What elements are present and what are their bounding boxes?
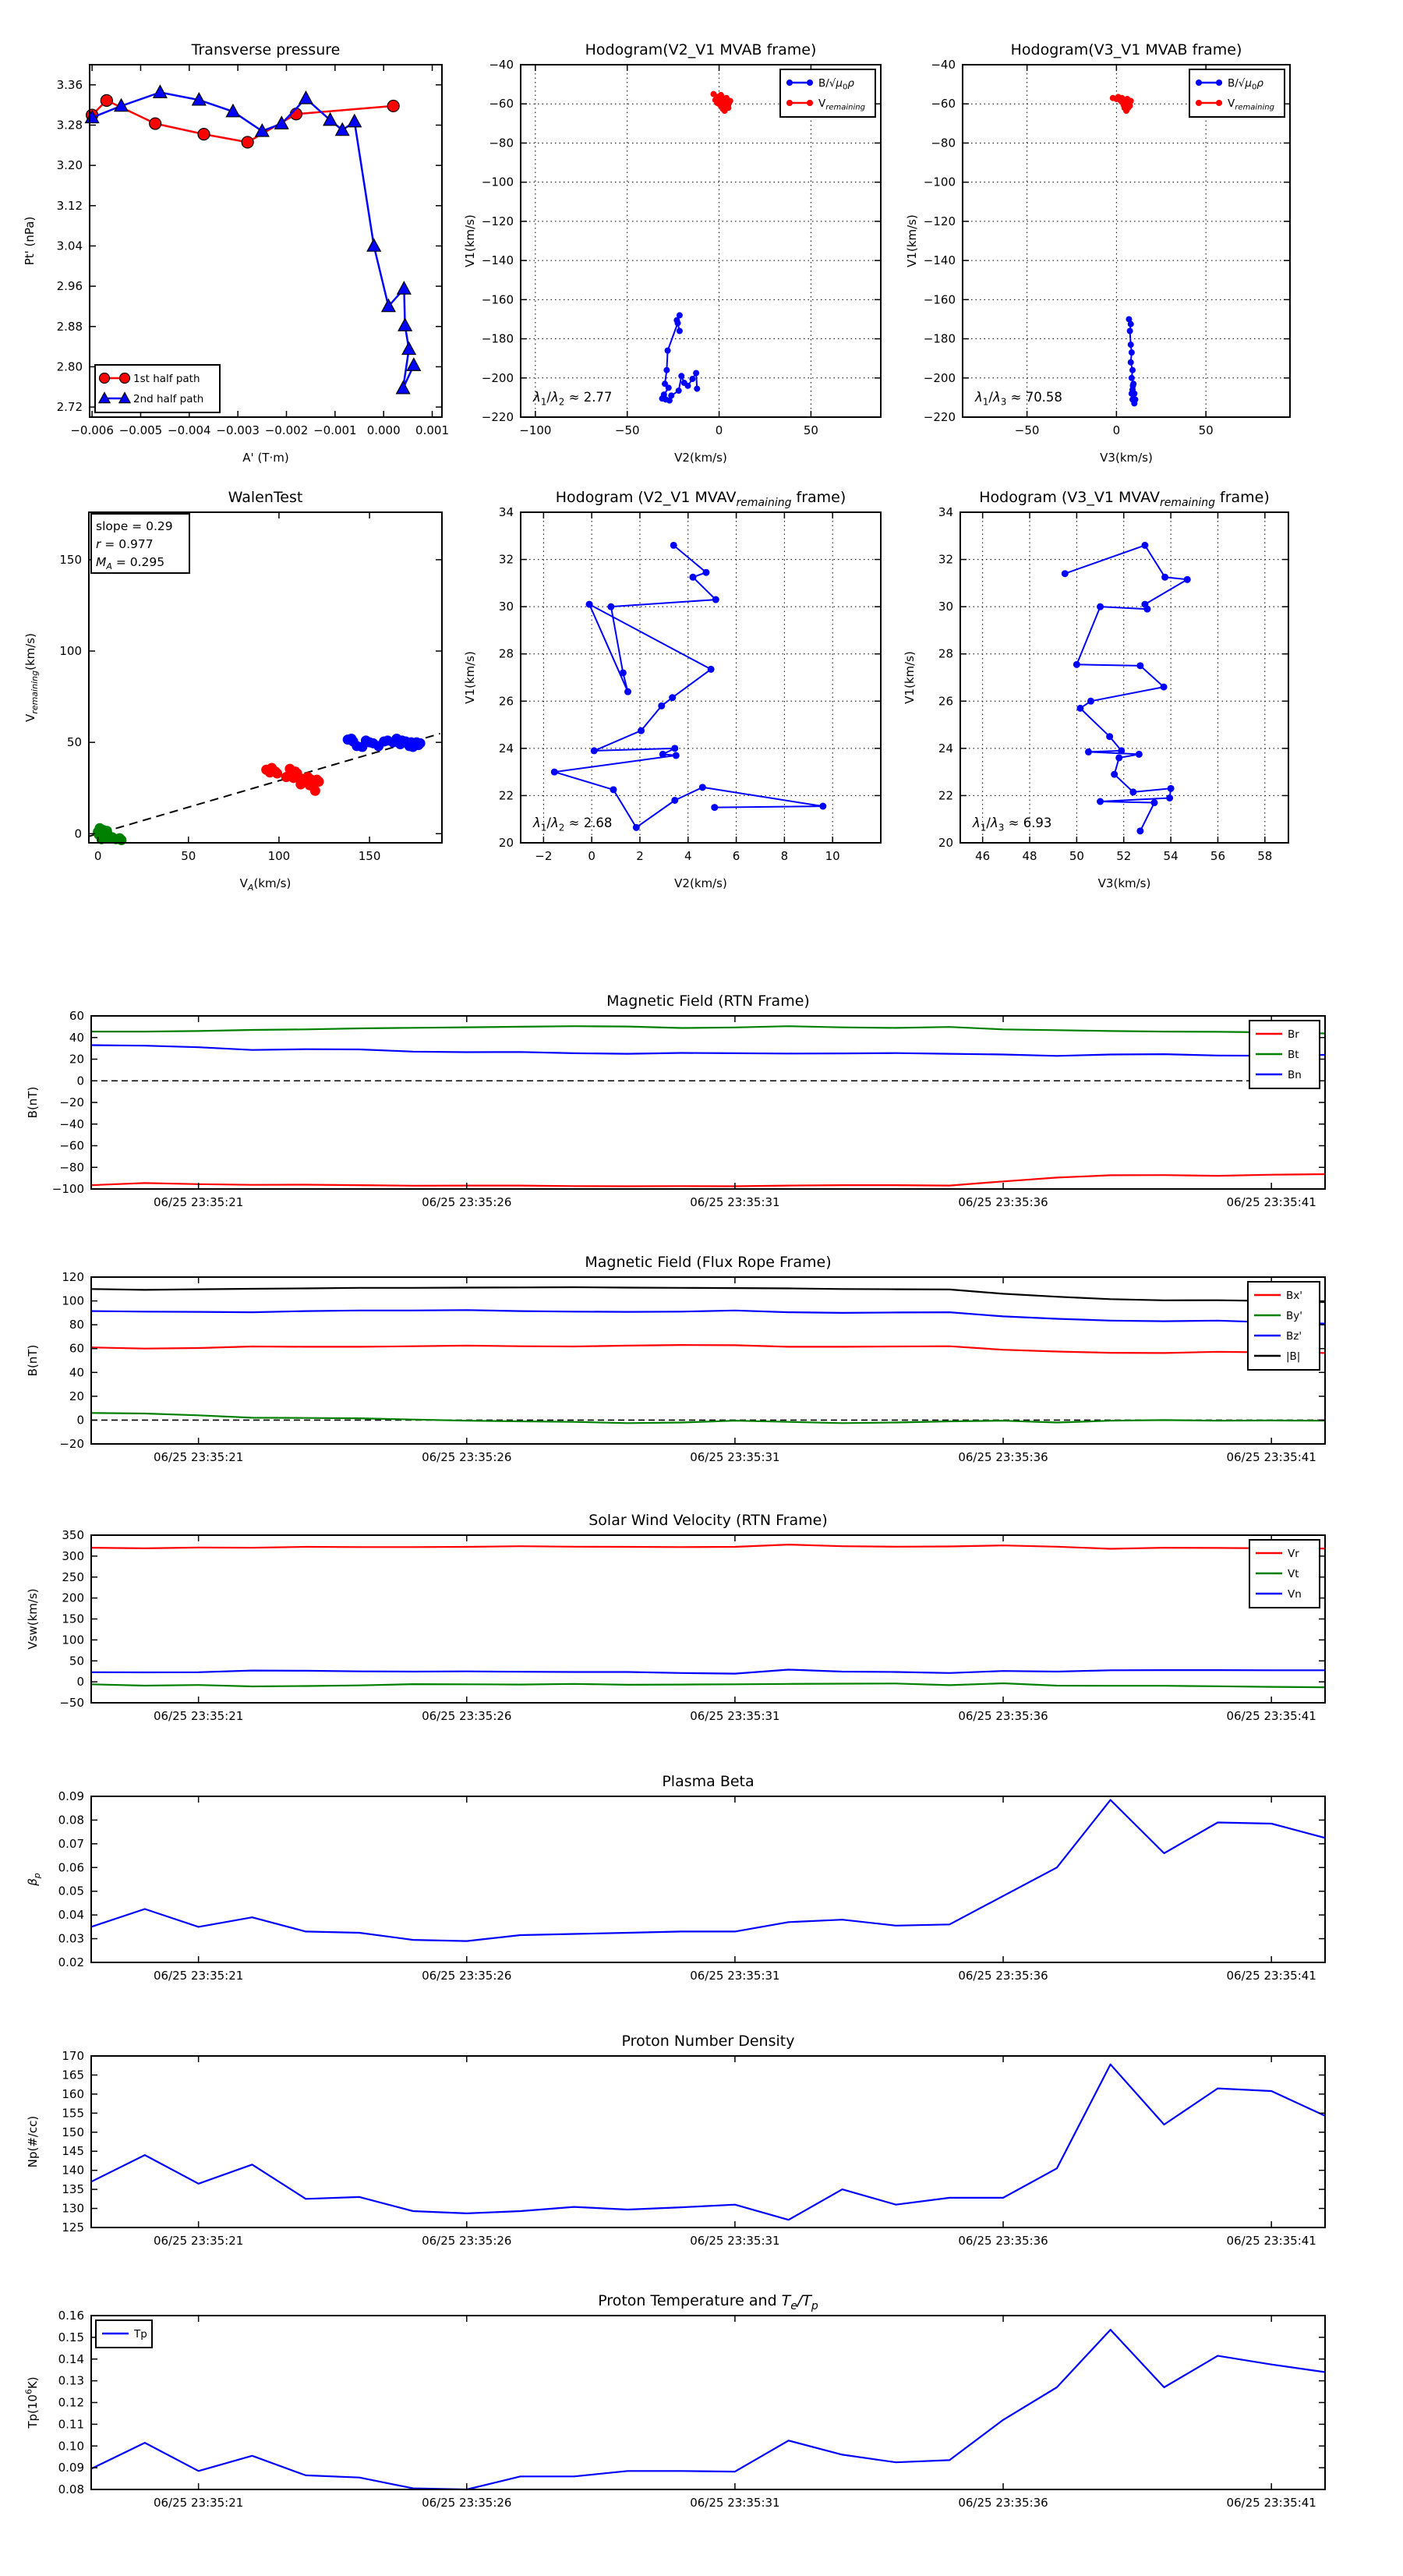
x-tick-label: 06/25 23:35:26 [422, 1709, 512, 1723]
y-axis-label: Pt' (nPa) [23, 216, 37, 266]
y-tick-label: 20 [69, 1389, 84, 1403]
y-tick-label: 26 [498, 694, 514, 709]
x-tick-label: 06/25 23:35:36 [958, 2234, 1048, 2248]
y-tick-label: 60 [69, 1009, 84, 1023]
x-tick-label: 06/25 23:35:36 [958, 1450, 1048, 1464]
y-tick-label: 100 [62, 1293, 84, 1308]
y-tick-label: −60 [489, 97, 514, 111]
y-tick-label: 24 [498, 741, 514, 755]
x-axis-label: V2(km/s) [674, 876, 727, 890]
y-tick-label: −40 [489, 58, 514, 72]
x-tick-label: −2 [535, 849, 553, 863]
y-tick-label: 0.11 [58, 2417, 84, 2432]
y-tick-label: 50 [69, 1654, 84, 1668]
y-tick-label: 0.06 [58, 1860, 84, 1875]
y-tick-label: 28 [498, 646, 514, 661]
chart-proton-number-density [26, 2033, 1325, 2248]
x-tick-label: 06/25 23:35:41 [1226, 1450, 1316, 1464]
series-bx- [91, 1345, 1325, 1353]
y-axis-label: Np(#/cc) [26, 2115, 40, 2168]
chart-title: Magnetic Field (RTN Frame) [606, 993, 810, 1010]
x-tick-label: −100 [519, 423, 552, 437]
x-tick-label: 06/25 23:35:21 [153, 1450, 244, 1464]
x-tick-label: 06/25 23:35:21 [153, 2496, 244, 2510]
y-tick-label: 20 [498, 836, 514, 850]
x-tick-label: 6 [732, 849, 740, 863]
annotation-text: $\lambda_1/\lambda_2 \approx 2.77$ [533, 390, 613, 408]
legend-label: 1st half path [133, 373, 200, 385]
y-tick-label: 150 [62, 2125, 84, 2139]
y-tick-label: 350 [62, 1528, 84, 1542]
y-tick-label: 0.09 [58, 1789, 84, 1803]
y-tick-label: 0.13 [58, 2373, 84, 2388]
y-tick-label: 32 [498, 552, 514, 567]
stats-line: r = 0.977 [96, 537, 154, 551]
legend-label: By' [1286, 1310, 1302, 1322]
y-axis-label: V1(km/s) [903, 651, 917, 704]
y-tick-label: 0.15 [58, 2330, 84, 2344]
x-tick-label: 06/25 23:35:31 [690, 1450, 780, 1464]
y-tick-label: 0.08 [58, 1813, 84, 1828]
legend-label: Bn [1288, 1069, 1302, 1081]
x-tick-label: −50 [614, 423, 640, 437]
x-tick-label: 50 [1069, 849, 1084, 863]
y-tick-label: 26 [938, 694, 953, 709]
series-v-path [1062, 542, 1191, 834]
axes-frame [91, 1016, 1325, 1189]
series-bz- [91, 1310, 1325, 1323]
y-tick-label: 135 [62, 2182, 84, 2197]
y-axis-label: B(nT) [26, 1344, 40, 1377]
x-tick-label: 06/25 23:35:26 [422, 2496, 512, 2510]
y-tick-label: −200 [481, 370, 514, 385]
y-tick-label: 300 [62, 1548, 84, 1563]
y-tick-label: 0 [76, 1675, 84, 1690]
chart-title: Plasma Beta [662, 1773, 755, 1790]
y-tick-label: 20 [69, 1052, 84, 1067]
y-tick-label: −200 [923, 370, 956, 385]
chart-hodogram-v2v1-mvab [463, 41, 881, 465]
y-tick-label: 165 [62, 2068, 84, 2082]
series-bn [91, 1046, 1325, 1056]
x-tick-label: 58 [1257, 849, 1273, 863]
y-tick-label: −180 [923, 331, 956, 346]
axes-frame [91, 1535, 1325, 1703]
legend-label: Br [1288, 1028, 1299, 1041]
y-axis-label: V1(km/s) [463, 214, 477, 267]
stats-line: slope = 0.29 [96, 519, 173, 533]
y-tick-label: 50 [66, 735, 82, 750]
series-v-remaining [711, 91, 733, 114]
y-tick-label: 2.88 [56, 319, 83, 334]
y-tick-label: −100 [481, 175, 514, 189]
y-tick-label: 130 [62, 2201, 84, 2216]
series-third [343, 734, 426, 752]
y-axis-label: V1(km/s) [463, 651, 477, 704]
y-tick-label: 22 [498, 788, 514, 803]
y-tick-label: 40 [69, 1365, 84, 1380]
series-br [91, 1174, 1325, 1187]
annotation-text: $\lambda_1/\lambda_3 \approx 70.58$ [975, 390, 1062, 408]
legend [1249, 1540, 1320, 1608]
series-by- [91, 1413, 1325, 1423]
y-tick-label: 30 [938, 600, 953, 614]
x-tick-label: 52 [1116, 849, 1132, 863]
chart-title: Proton Number Density [621, 2033, 795, 2050]
y-tick-label: 40 [69, 1030, 84, 1045]
y-tick-label: 3.04 [56, 239, 83, 253]
y-tick-label: 24 [938, 741, 953, 755]
series-second [261, 763, 323, 795]
x-tick-label: 06/25 23:35:41 [1226, 1195, 1316, 1209]
y-tick-label: 30 [498, 600, 514, 614]
y-tick-label: 170 [62, 2049, 84, 2063]
x-tick-label: 06/25 23:35:26 [422, 1195, 512, 1209]
x-tick-label: 10 [825, 849, 840, 863]
x-axis-label: V3(km/s) [1100, 451, 1153, 465]
x-tick-label: 0.000 [366, 423, 401, 437]
x-tick-label: 50 [1198, 423, 1214, 437]
y-axis-label: $\beta_p$ [26, 1873, 42, 1886]
x-tick-label: −0.005 [118, 423, 163, 437]
y-tick-label: 0.02 [58, 1955, 84, 1969]
legend-label: Bx' [1286, 1290, 1302, 1302]
y-axis-label: $V_{remaining}(km/s)$ [23, 633, 40, 722]
x-tick-label: 0 [1112, 423, 1121, 437]
x-axis-label: V2(km/s) [674, 451, 727, 465]
x-tick-label: 0 [588, 849, 595, 863]
y-tick-label: −160 [481, 292, 514, 307]
x-tick-label: 06/25 23:35:31 [690, 2234, 780, 2248]
x-tick-label: 0 [94, 849, 102, 863]
chart-title: WalenTest [228, 489, 303, 506]
chart-magnetic-field-flux-rope [26, 1254, 1325, 1464]
y-tick-label: 125 [62, 2220, 84, 2235]
y-tick-label: 3.12 [56, 198, 83, 213]
legend-label: $B/√\mu_0\rho$ [818, 77, 854, 92]
chart-title: Solar Wind Velocity (RTN Frame) [588, 1512, 828, 1529]
y-tick-label: 150 [62, 1612, 84, 1626]
y-tick-label: 2.96 [56, 279, 83, 294]
x-tick-label: 06/25 23:35:41 [1226, 1709, 1316, 1723]
y-tick-label: 0.12 [58, 2395, 84, 2410]
y-tick-label: 34 [498, 505, 514, 519]
axes-frame [91, 2056, 1325, 2227]
y-tick-label: −80 [59, 1160, 84, 1175]
y-tick-label: 2.72 [56, 400, 83, 415]
annotation-text: $\lambda_1/\lambda_3 \approx 6.93$ [973, 816, 1052, 833]
series-b-sqrt-mu0-rho- [1126, 316, 1138, 406]
y-tick-label: −220 [923, 410, 956, 424]
y-tick-label: 0.03 [58, 1931, 84, 1946]
x-tick-label: 06/25 23:35:21 [153, 1709, 244, 1723]
y-tick-label: 22 [938, 788, 953, 803]
y-tick-label: 20 [938, 836, 953, 850]
legend-label: Tp [134, 2328, 147, 2341]
x-tick-label: 2 [636, 849, 644, 863]
x-tick-label: 54 [1163, 849, 1179, 863]
chart-title: Magnetic Field (Flux Rope Frame) [585, 1254, 832, 1271]
y-tick-label: −20 [59, 1437, 84, 1451]
y-tick-label: 100 [59, 644, 82, 659]
y-tick-label: 0.08 [58, 2482, 84, 2496]
axes-frame [91, 2316, 1325, 2489]
y-tick-label: 0.04 [58, 1908, 84, 1923]
chart-title: Proton Temperature and $T_e/T_p$ [598, 2292, 818, 2312]
y-tick-label: 60 [69, 1341, 84, 1356]
y-tick-label: 0 [74, 826, 82, 841]
y-axis-label: Vsw(km/s) [26, 1588, 40, 1650]
chart-plasma-beta [26, 1773, 1325, 1983]
annotation-text: $\lambda_1/\lambda_2 \approx 2.68$ [533, 816, 613, 833]
x-tick-label: 50 [181, 849, 196, 863]
legend-label: Vr [1288, 1548, 1299, 1560]
x-tick-label: 06/25 23:35:26 [422, 2234, 512, 2248]
x-tick-label: −0.004 [168, 423, 211, 437]
chart-title: Hodogram (V2_V1 $MVAV_{remaining}$ frame) [555, 489, 846, 509]
series-vr [91, 1545, 1325, 1548]
x-tick-label: −0.003 [216, 423, 260, 437]
y-tick-label: −50 [59, 1696, 84, 1710]
y-tick-label: 100 [62, 1633, 84, 1647]
y-tick-label: 155 [62, 2106, 84, 2121]
stats-line: $M_A = 0.295$ [96, 555, 165, 572]
series--b- [91, 1287, 1325, 1302]
y-tick-label: 0 [76, 1074, 84, 1088]
x-tick-label: −0.002 [264, 423, 309, 437]
x-tick-label: 48 [1022, 849, 1037, 863]
axes-frame [91, 1796, 1325, 1962]
chart-proton-temperature [24, 2292, 1325, 2510]
series-beta-p [91, 1800, 1325, 1941]
chart-transverse-pressure [23, 41, 449, 465]
y-tick-label: 80 [69, 1318, 84, 1332]
y-tick-label: 140 [62, 2163, 84, 2178]
x-tick-label: 8 [780, 849, 789, 863]
series-v-path [551, 542, 827, 831]
y-tick-label: 250 [62, 1569, 84, 1584]
x-tick-label: 06/25 23:35:31 [690, 1969, 780, 1983]
x-tick-label: 06/25 23:35:31 [690, 1195, 780, 1209]
legend-label: $V_{remaining}$ [818, 97, 865, 112]
chart-hodogram-v3v1-mvav [903, 489, 1288, 890]
x-tick-label: −50 [1014, 423, 1040, 437]
x-tick-label: 06/25 23:35:41 [1226, 2496, 1316, 2510]
x-tick-label: 06/25 23:35:36 [958, 2496, 1048, 2510]
legend [780, 69, 875, 117]
y-tick-label: −80 [489, 136, 514, 150]
y-tick-label: 150 [59, 552, 82, 567]
series-np [91, 2065, 1325, 2220]
legend-label: 2nd half path [133, 393, 204, 405]
x-tick-label: 06/25 23:35:41 [1226, 1969, 1316, 1983]
y-tick-label: 0.14 [58, 2351, 84, 2366]
y-tick-label: 3.20 [56, 158, 83, 173]
axes-frame [960, 512, 1288, 843]
x-tick-label: 06/25 23:35:36 [958, 1195, 1048, 1209]
x-tick-label: 06/25 23:35:21 [153, 2234, 244, 2248]
y-tick-label: −140 [481, 253, 514, 268]
x-tick-label: 06/25 23:35:21 [153, 1969, 244, 1983]
y-tick-label: 34 [938, 505, 953, 519]
series-b-sqrt-mu0-rho- [659, 312, 701, 403]
x-axis-label: A' (T·m) [242, 451, 289, 465]
series-bt [91, 1026, 1325, 1033]
fit-line [89, 734, 440, 837]
chart-magnetic-field-rtn [26, 993, 1325, 1209]
y-axis-label: B(nT) [26, 1086, 40, 1119]
y-tick-label: −100 [923, 175, 956, 189]
y-tick-label: 120 [62, 1270, 84, 1284]
chart-walen-test [23, 489, 442, 893]
series-tp [91, 2330, 1325, 2489]
chart-title: Transverse pressure [191, 41, 341, 58]
x-tick-label: 150 [358, 849, 381, 863]
chart-hodogram-v3v1-mvab [905, 41, 1290, 465]
x-axis-label: $V_A(km/s)$ [239, 876, 292, 893]
x-tick-label: 46 [975, 849, 991, 863]
x-tick-label: 06/25 23:35:21 [153, 1195, 244, 1209]
chart-title: Hodogram(V3_V1 MVAB frame) [1010, 41, 1242, 58]
y-tick-label: −180 [481, 331, 514, 346]
y-tick-label: 2.80 [56, 359, 83, 374]
legend-label: |B| [1286, 1350, 1301, 1363]
x-axis-label: V3(km/s) [1097, 876, 1151, 890]
x-tick-label: 0.001 [415, 423, 450, 437]
legend-label: $B/√\mu_0\rho$ [1228, 77, 1263, 92]
legend [96, 2320, 152, 2348]
chart-hodogram-v2v1-mvav [463, 489, 881, 890]
x-tick-label: 06/25 23:35:31 [690, 1709, 780, 1723]
legend-label: Vn [1288, 1588, 1302, 1601]
x-tick-label: 100 [267, 849, 291, 863]
y-tick-label: −20 [59, 1095, 84, 1109]
y-tick-label: 145 [62, 2144, 84, 2159]
y-tick-label: 3.28 [56, 118, 83, 133]
y-tick-label: −120 [481, 214, 514, 228]
x-tick-label: 06/25 23:35:31 [690, 2496, 780, 2510]
chart-title: Hodogram(V2_V1 MVAB frame) [585, 41, 817, 58]
series-vn [91, 1670, 1325, 1674]
legend-label: Vt [1288, 1568, 1299, 1580]
x-tick-label: 06/25 23:35:26 [422, 1450, 512, 1464]
x-tick-label: −0.006 [70, 423, 114, 437]
y-tick-label: 28 [938, 646, 953, 661]
legend [1189, 69, 1285, 117]
y-tick-label: 0.10 [58, 2439, 84, 2454]
x-tick-label: 06/25 23:35:41 [1226, 2234, 1316, 2248]
y-tick-label: 0 [76, 1413, 84, 1428]
x-tick-label: 06/25 23:35:26 [422, 1969, 512, 1983]
legend-label: $V_{remaining}$ [1228, 97, 1274, 112]
y-tick-label: 0.16 [58, 2309, 84, 2323]
x-tick-label: −0.001 [313, 423, 357, 437]
y-tick-label: 0.05 [58, 1884, 84, 1898]
y-tick-label: 200 [62, 1591, 84, 1605]
y-tick-label: −220 [481, 410, 514, 424]
y-tick-label: −40 [931, 58, 956, 72]
axes-frame [91, 1277, 1325, 1444]
series-2nd-half-path [86, 86, 421, 394]
series-vt [91, 1683, 1325, 1687]
x-tick-label: 50 [803, 423, 818, 437]
y-axis-label: V1(km/s) [905, 214, 919, 267]
y-tick-label: −120 [923, 214, 956, 228]
y-tick-label: 0.07 [58, 1836, 84, 1851]
y-tick-label: −100 [51, 1182, 84, 1196]
y-tick-label: 160 [62, 2086, 84, 2101]
chart-title: Hodogram (V3_V1 $MVAV_{remaining}$ frame) [979, 489, 1270, 509]
y-tick-label: −160 [923, 292, 956, 307]
y-tick-label: −60 [931, 97, 956, 111]
x-tick-label: 56 [1210, 849, 1226, 863]
legend [1249, 1021, 1320, 1088]
y-tick-label: 32 [938, 552, 953, 567]
x-tick-label: 0 [715, 423, 723, 437]
x-tick-label: 4 [684, 849, 692, 863]
y-tick-label: −80 [931, 136, 956, 150]
y-tick-label: 0.09 [58, 2461, 84, 2475]
y-tick-label: −60 [59, 1138, 84, 1153]
y-axis-label: $Tp(10^6K)$ [23, 2376, 40, 2429]
chart-solar-wind-velocity [26, 1512, 1325, 1723]
y-tick-label: −140 [923, 253, 956, 268]
y-tick-label: −40 [59, 1116, 84, 1131]
legend [95, 365, 220, 412]
legend-label: Bt [1288, 1049, 1299, 1061]
legend-label: Bz' [1286, 1330, 1302, 1343]
x-tick-label: 06/25 23:35:36 [958, 1709, 1048, 1723]
x-tick-label: 06/25 23:35:36 [958, 1969, 1048, 1983]
y-tick-label: 3.36 [56, 77, 83, 92]
legend [1248, 1282, 1320, 1370]
